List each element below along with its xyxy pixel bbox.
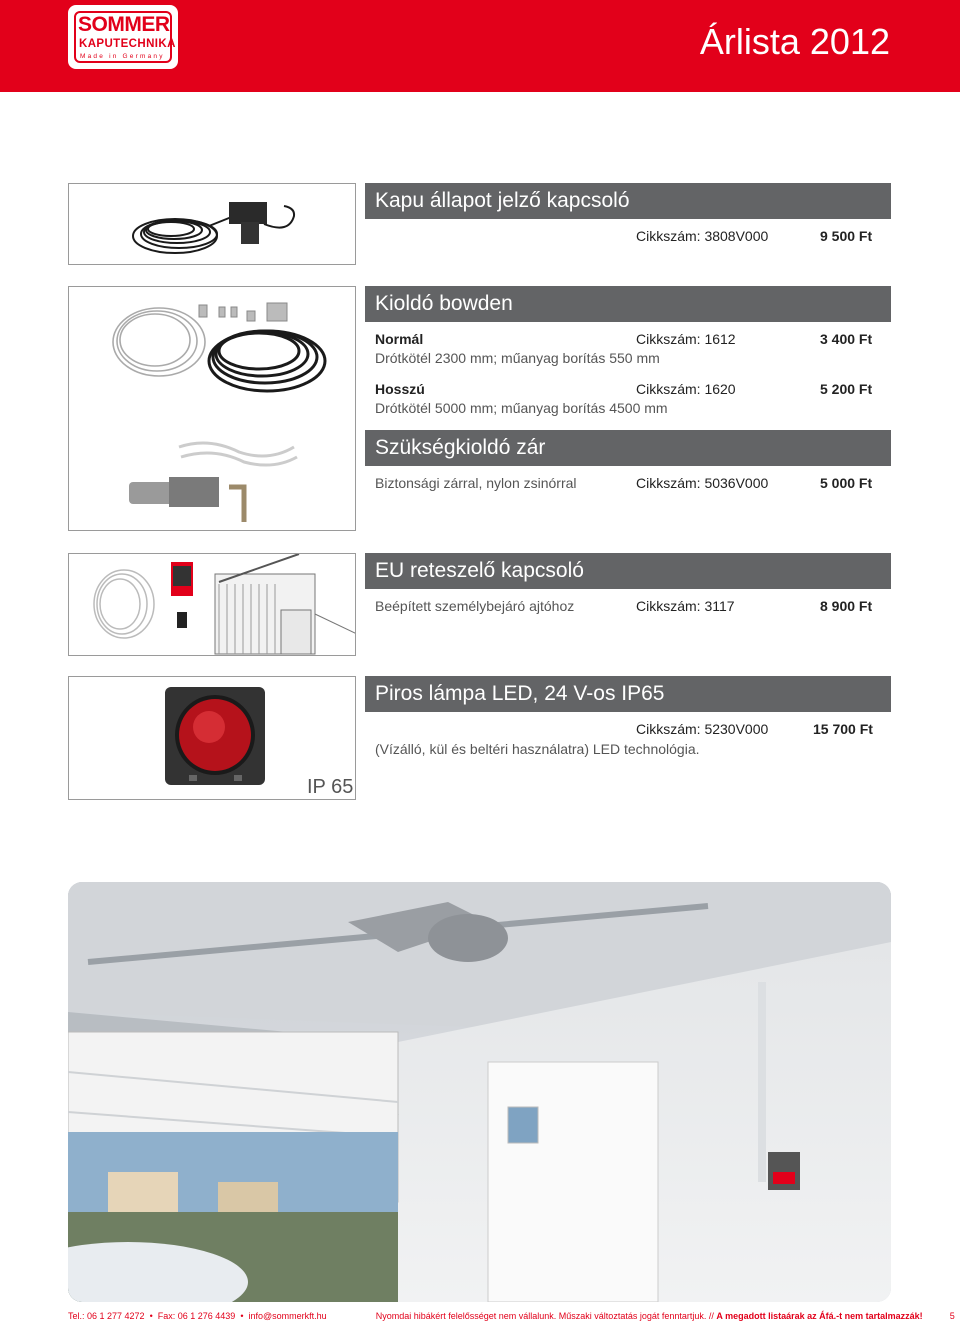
eu-switch-desc: Beépített személybejáró ajtóhoz [375, 598, 575, 614]
footer-vat-note: A megadott listaárak az Áfá.-t nem tartalmazzák! [716, 1311, 923, 1321]
footer-separator: // [708, 1311, 714, 1321]
bowden-normal-desc: Drótkötél 2300 mm; műanyag borítás 550 mm [375, 350, 660, 366]
bowden-normal-code: Cikkszám: 1612 [636, 331, 736, 347]
emergency-lock-desc: Biztonsági zárral, nylon zsinórral [375, 475, 577, 491]
status-switch-price: 9 500 Ft [820, 228, 873, 244]
emergency-lock-price: 5 000 Ft [820, 475, 873, 491]
status-switch-code: Cikkszám: 3808V000 [636, 228, 769, 244]
eu-switch-title: EU reteszelő kapcsoló [365, 553, 891, 589]
footer-page-number: 5 [949, 1311, 955, 1321]
sommer-logo [68, 5, 178, 69]
red-lamp-image [68, 676, 356, 800]
logo-brand: SOMMER [78, 13, 170, 36]
bowden-long-desc: Drótkötél 5000 mm; műanyag borítás 4500 mm [375, 400, 668, 416]
status-switch-title: Kapu állapot jelző kapcsoló [365, 183, 891, 219]
footer-tel: Tel.: 06 1 277 4272 [68, 1311, 145, 1321]
red-lamp-price: 15 700 Ft [813, 721, 873, 737]
emergency-lock-title: Szükségkioldó zár [365, 430, 891, 466]
bowden-long-code: Cikkszám: 1620 [636, 381, 736, 397]
page-title: Árlista 2012 [699, 21, 890, 62]
bowden-normal-label: Normál [375, 331, 424, 347]
garage-photo [68, 882, 891, 1302]
bowden-long-price: 5 200 Ft [820, 381, 873, 397]
status-switch-image [68, 183, 356, 265]
logo-tagline: Made in Germany [80, 53, 165, 60]
footer-email[interactable]: info@sommerkft.hu [248, 1311, 327, 1321]
eu-switch-price: 8 900 Ft [820, 598, 873, 614]
bowden-long-label: Hosszú [375, 381, 425, 397]
bowden-normal-price: 3 400 Ft [820, 331, 873, 347]
page-header [0, 0, 960, 92]
emergency-lock-code: Cikkszám: 5036V000 [636, 475, 769, 491]
page-footer: Tel.: 06 1 277 4272 • Fax: 06 1 276 4439 • info@sommerkft.hu Nyomdai hibákért felelősséget nem vállalunk. Műszaki változtatás jogát fenntartjuk. // A megadott listaárak az Áfá.-t nem tartalmazzák! 5 [68, 1311, 955, 1321]
red-lamp-code: Cikkszám: 5230V000 [636, 721, 769, 737]
logo-subbrand: KAPUTECHNIKA [79, 38, 176, 50]
bowden-lock-image [68, 286, 356, 531]
red-lamp-title: Piros lámpa LED, 24 V-os IP65 [365, 676, 891, 712]
footer-disclaimer: Nyomdai hibákért felelősséget nem vállalunk. Műszaki változtatás jogát fenntartjuk. [375, 1311, 707, 1321]
eu-switch-image [68, 553, 356, 656]
eu-switch-code: Cikkszám: 3117 [636, 598, 735, 614]
ip65-badge: IP 65 [307, 776, 354, 798]
footer-fax: Fax: 06 1 276 4439 [157, 1311, 236, 1321]
bowden-title: Kioldó bowden [365, 286, 891, 322]
red-lamp-desc: (Vízálló, kül és beltéri használatra) LED technológia. [375, 741, 700, 757]
